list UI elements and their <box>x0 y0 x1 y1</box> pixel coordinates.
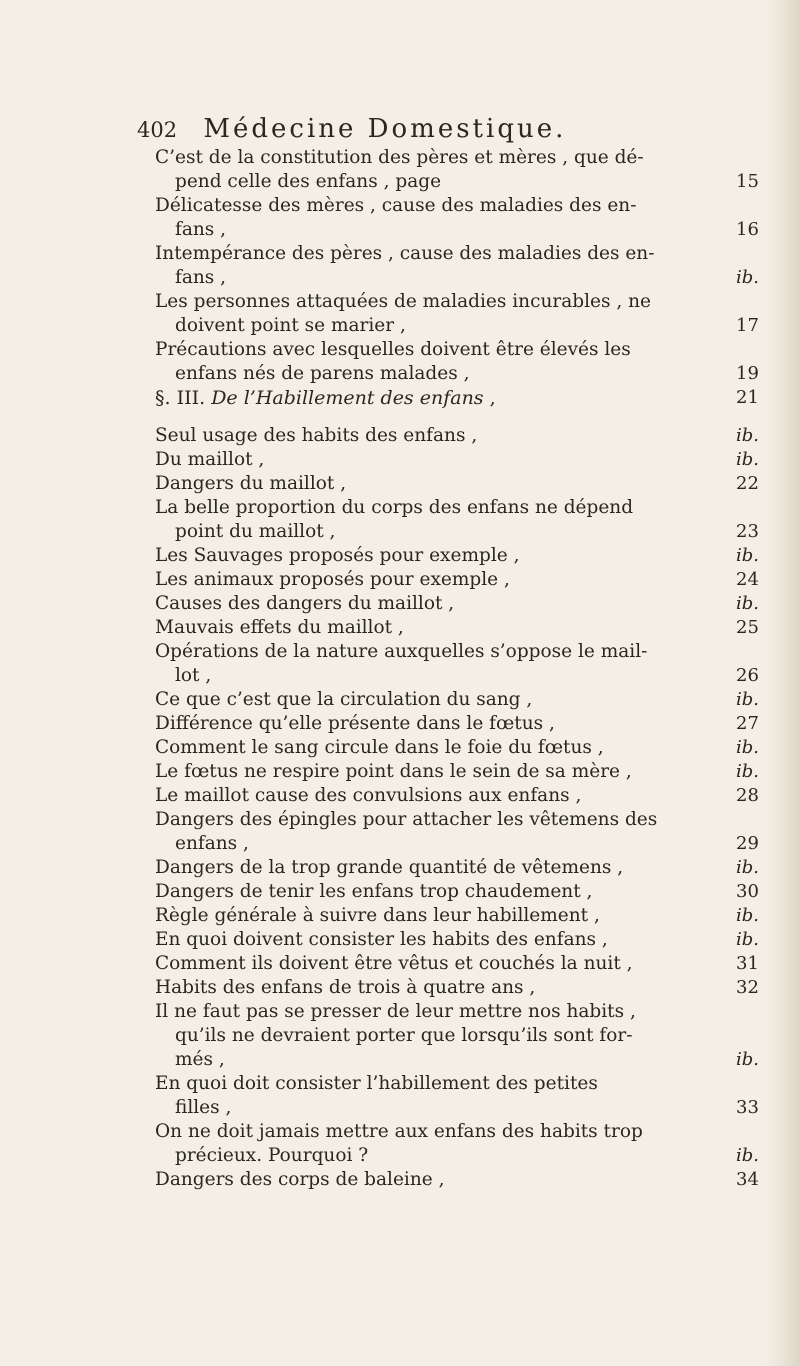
entry-line-1: Les personnes attaquées de maladies incurables , ne <box>155 291 651 312</box>
toc-entry <box>155 386 715 410</box>
page-ref: 30 <box>736 881 759 902</box>
entry-line-1: Précautions avec lesquelles doivent être élevés les <box>155 339 631 360</box>
entry-line-1: En quoi doivent consister les habits des enfans , <box>155 929 608 950</box>
entry-line-1: En quoi doit consister l’habillement des petites <box>155 1073 598 1094</box>
entry-line-1: Délicatesse des mères , cause des maladies des en- <box>155 195 637 216</box>
page-ref: ib. <box>736 905 760 926</box>
entry-line-1: Comment ils doivent être vêtus et couchés la nuit , <box>155 953 633 974</box>
section-heading: §. III. De l’Habillement des enfans , <box>155 387 496 409</box>
entry-line-1: Dangers des corps de baleine , <box>155 1169 445 1190</box>
entry-line-2: pend celle des enfans , page <box>175 171 442 192</box>
page-ref: 25 <box>736 617 759 638</box>
toc-entry <box>155 1000 715 1048</box>
entry-line-2: enfans nés de parens malades , <box>175 363 470 384</box>
toc-entry <box>155 194 715 242</box>
toc-entry <box>155 952 715 976</box>
entry-line-1: Comment le sang circule dans le foie du fœtus , <box>155 737 604 758</box>
entry-line-1: Les Sauvages proposés pour exemple , <box>155 545 520 566</box>
toc-entry <box>155 424 715 448</box>
page-ref: 26 <box>736 665 759 686</box>
toc-entry <box>155 242 715 290</box>
entry-line-1: Dangers des épingles pour attacher les vêtemens des <box>155 809 658 830</box>
entry-line-2: qu’ils ne devraient porter que lorsqu’ils sont for- <box>175 1025 633 1046</box>
entry-line-2: filles , <box>175 1097 232 1118</box>
toc-entry <box>155 760 715 784</box>
page-ref: ib. <box>736 737 760 758</box>
entry-line-1: Dangers du maillot , <box>155 473 347 494</box>
page-ref: ib. <box>736 761 760 782</box>
page-ref: 31 <box>736 953 759 974</box>
toc-entry <box>155 472 715 496</box>
entry-line-2: lot , <box>175 665 212 686</box>
running-header <box>137 114 697 144</box>
entry-line-1: Les animaux proposés pour exemple , <box>155 569 510 590</box>
toc-entry <box>155 592 715 616</box>
entry-line-1: Opérations de la nature auxquelles s’oppose le mail- <box>155 641 648 662</box>
page-number: 402 <box>137 118 178 142</box>
page-ref: ib. <box>736 545 760 566</box>
page-ref: 33 <box>736 1097 759 1118</box>
toc-entry <box>155 448 715 472</box>
page-ref: ib. <box>736 689 760 710</box>
page-ref: ib. <box>736 593 760 614</box>
toc-entry <box>155 928 715 952</box>
entry-line-1: Il ne faut pas se presser de leur mettre nos habits , <box>155 1001 636 1022</box>
toc-entry <box>155 544 715 568</box>
entry-line-2: précieux. Pourquoi ? <box>175 1145 369 1166</box>
toc-entry <box>155 1072 715 1120</box>
page-ref: 22 <box>736 473 759 494</box>
toc-entry <box>155 640 715 688</box>
entry-line-2: enfans , <box>175 833 249 854</box>
toc-entry <box>155 1048 715 1072</box>
entry-line-1: Habits des enfans de trois à quatre ans , <box>155 977 536 998</box>
page-ref: 28 <box>736 785 759 806</box>
entry-line-1: Dangers de tenir les enfans trop chaudement , <box>155 881 593 902</box>
toc-entry <box>155 338 715 386</box>
entry-line-1: Intempérance des pères , cause des maladies des en- <box>155 243 655 264</box>
page-ref: 15 <box>736 171 759 192</box>
entry-line-2: fans , <box>175 267 227 288</box>
entry-line-1: Mauvais effets du maillot , <box>155 617 404 638</box>
toc-entry <box>155 976 715 1000</box>
entry-line-1: Dangers de la trop grande quantité de vêtemens , <box>155 857 624 878</box>
toc-entry <box>155 568 715 592</box>
toc-entry <box>155 880 715 904</box>
toc-entry <box>155 146 715 194</box>
page-ref: 23 <box>736 521 759 542</box>
page-ref: ib. <box>736 449 760 470</box>
page-ref: ib. <box>736 425 760 446</box>
entry-line-1: Le fœtus ne respire point dans le sein de sa mère , <box>155 761 632 782</box>
entry-line-1: La belle proportion du corps des enfans ne dépend <box>155 497 634 518</box>
toc-entry <box>155 616 715 640</box>
page-ref: 34 <box>736 1169 759 1190</box>
page-title: Médecine Domestique. <box>203 114 567 144</box>
page-ref: 24 <box>736 569 759 590</box>
entry-line-2: fans , <box>175 219 227 240</box>
toc-entry <box>155 1168 715 1192</box>
entry-line-1: Seul usage des habits des enfans , <box>155 425 478 446</box>
toc-entry <box>155 496 715 544</box>
entry-line-1: C’est de la constitution des pères et mères , que dé- <box>155 147 644 168</box>
entry-line-1: Différence qu’elle présente dans le fœtus , <box>155 713 555 734</box>
page-ref: 29 <box>736 833 759 854</box>
page-ref: ib. <box>736 1145 760 1166</box>
toc-entry <box>155 1120 715 1168</box>
toc-entry <box>155 290 715 338</box>
entry-line-1: On ne doit jamais mettre aux enfans des habits trop <box>155 1121 643 1142</box>
entry-line-1: Ce que c’est que la circulation du sang , <box>155 689 533 710</box>
page-ref: 27 <box>736 713 759 734</box>
entry-line-2: doivent point se marier , <box>175 315 406 336</box>
page-ref: 19 <box>736 363 759 384</box>
toc-entry <box>155 784 715 808</box>
toc-entry <box>155 808 715 856</box>
page-ref: 21 <box>736 387 759 408</box>
toc-entry <box>155 712 715 736</box>
toc-entry <box>155 856 715 880</box>
page-ref: ib. <box>736 929 760 950</box>
page-ref: 32 <box>736 977 759 998</box>
page-ref: ib. <box>736 857 760 878</box>
entry-line-2: point du maillot , <box>175 521 336 542</box>
entry-line-2: més , <box>175 1049 225 1070</box>
toc-entry <box>155 904 715 928</box>
toc-entry <box>155 736 715 760</box>
entry-line-1: Le maillot cause des convulsions aux enfans , <box>155 785 582 806</box>
entry-line-1: Causes des dangers du maillot , <box>155 593 455 614</box>
toc-entry <box>155 688 715 712</box>
page-ref: ib. <box>736 267 760 288</box>
page-ref: ib. <box>736 1049 760 1070</box>
entry-line-1: Règle générale à suivre dans leur habillement , <box>155 905 600 926</box>
page-ref: 17 <box>736 315 759 336</box>
page-ref: 16 <box>736 219 759 240</box>
entry-line-1: Du maillot , <box>155 449 265 470</box>
